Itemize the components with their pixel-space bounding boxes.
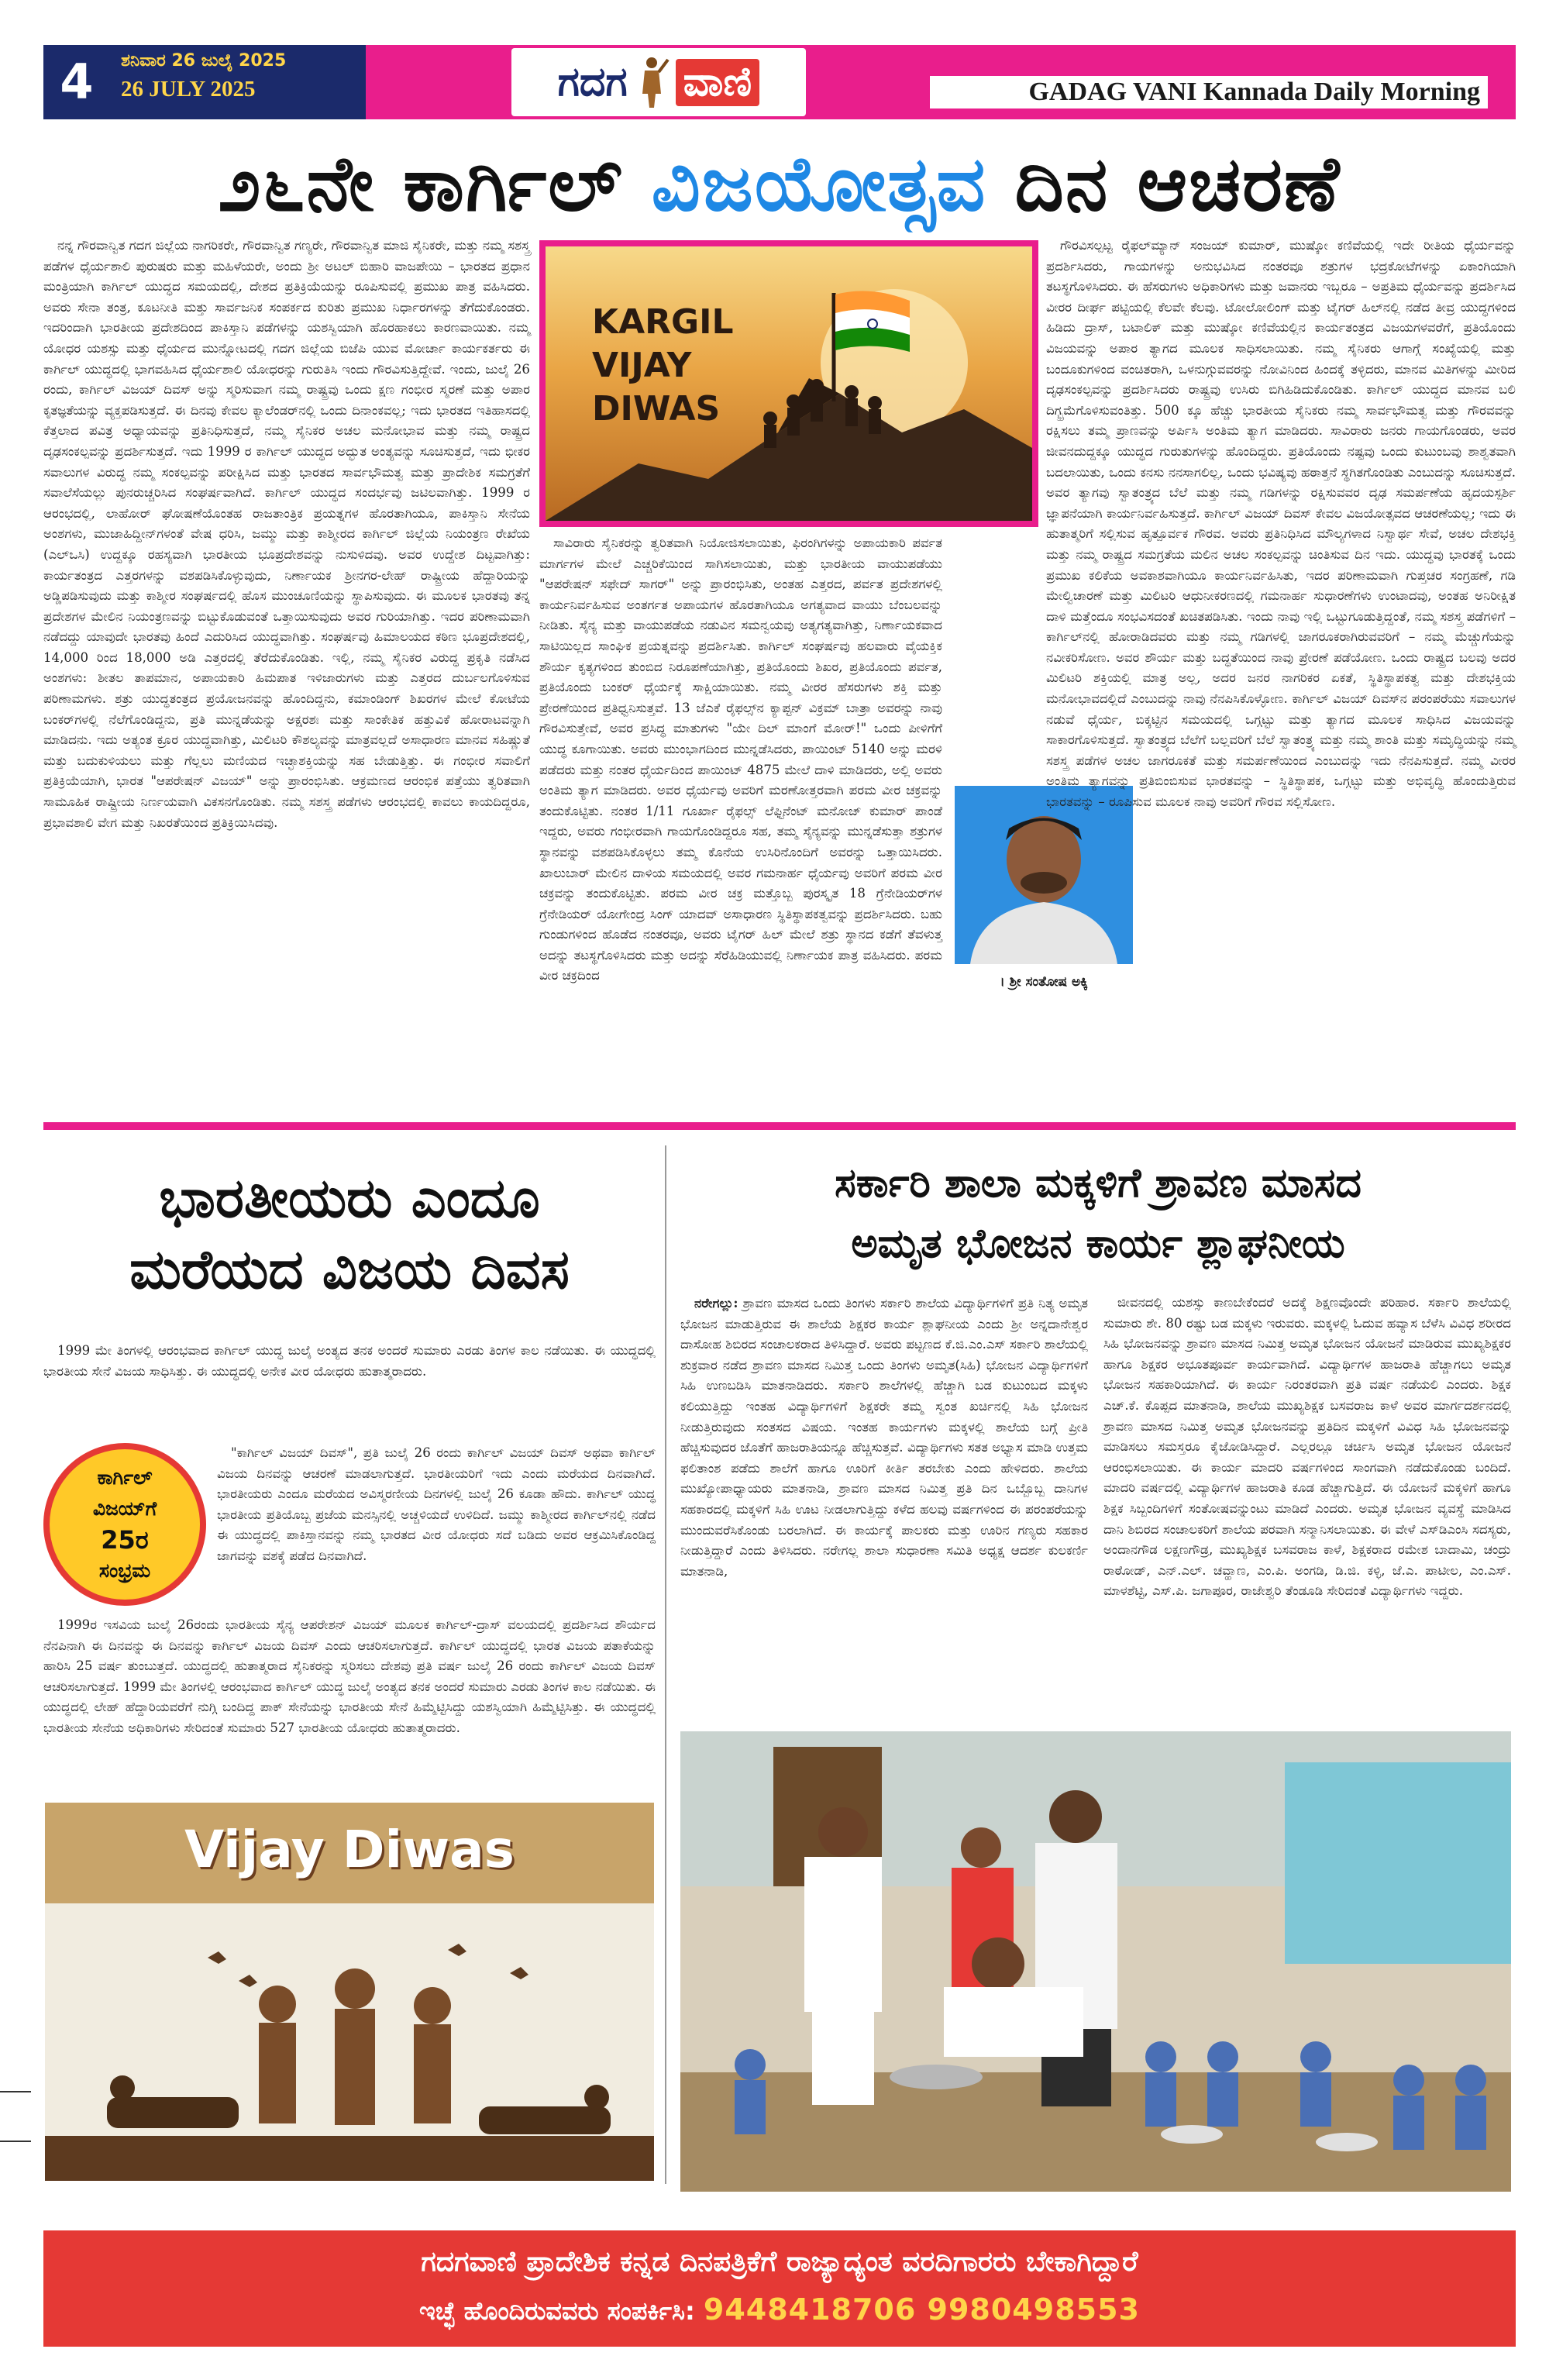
main-story-text-1: ನನ್ನ ಗೌರವಾನ್ವಿತ ಗದಗ ಜಿಲ್ಲೆಯ ನಾಗರಿಕರೇ, ಗೌರವಾನ್ವಿತ ಗಣ್ಯರೇ, ಗೌರವಾನ್ವಿತ ಮಾಜಿ ಸೈನಿಕರೇ, ಮತ್ತು ನಮ್ಮ ಸಶಸ್ತ್ರ ಪಡೆಗಳ ಧೈರ್ಯಶಾಲಿ ಪುರುಷರು ಮತ್ತು ಮಹಿಳೆಯರೇ, ಅಂದು ಶ್ರೀ ಅಟಲ್ ಬಿಹಾರಿ ವಾಜಪೇಯಿ – ಭಾರತದ ಪ್ರಧಾನ ಮಂತ್ರಿಯಾಗಿ ಕಾರ್ಗಿಲ್ ಯುದ್ಧದ ಸಮಯದಲ್ಲಿ, ದೇಶದ ಪ್ರತಿಕ್ರಿಯೆಯನ್ನು ರೂಪಿಸುವಲ್ಲಿ ಪ್ರಮುಖ ಪಾತ್ರ ವಹಿಸಿದರು. ಅವರು ಸೇನಾ ತಂತ್ರ, ಕೂಟನೀತಿ ಮತ್ತು ಸಾರ್ವಜನಿಕ ಸಂಪರ್ಕದ ಕುರಿತು ಪ್ರಮುಖ ನಿರ್ಧಾರಗಳನ್ನು ತೆಗೆದುಕೊಂಡರು. ಇದರಿಂದಾಗಿ ಭಾರತೀಯ ಪ್ರದೇಶದಿಂದ ಪಾಕಿಸ್ತಾನಿ ಪಡೆಗಳನ್ನು ಯಶಸ್ವಿಯಾಗಿ ಹೊರಹಾಕಲು ಕಾರಣವಾಯಿತು. ನಮ್ಮ ಯೋಧರ ಯಶಸ್ಸು ಮತ್ತು ಧೈರ್ಯದ ಮುನ್ನೋಟದಲ್ಲಿ ಗದಗ ಜಿಲ್ಲೆಯ ಬಿಜೆಪಿ ಯುವ ಮೋರ್ಚಾ ಕಾರ್ಯಕರ್ತರು ಈ ಕಾರ್ಗಿಲ್ ಯುದ್ಧದಲ್ಲಿ ಭಾಗವಹಿಸಿದ ಧೈರ್ಯಶಾಲಿ ಯೋಧರನ್ನು ಗುರುತಿಸಿ ಇಂದು ಗೌರವಿಸುತ್ತಿದ್ದೇವೆ. ಇಂದು, ಜುಲೈ 26 ರಂದು, ಕಾರ್ಗಿಲ್ ವಿಜಯ್ ದಿವಸ್ ಅನ್ನು ಸ್ಮರಿಸುವಾಗ ನಮ್ಮ ರಾಷ್ಟ್ರವು ಒಂದು ಕ್ಷಣ ಗಂಭೀರ ಸ್ಮರಣೆ ಮತ್ತು ಅಪಾರ ಕೃತಜ್ಞತೆಯನ್ನು ವ್ಯಕ್ತಪಡಿಸುತ್ತದೆ. ಈ ದಿನವು ಕೇವಲ ಕ್ಯಾಲೆಂಡರ್‌ನಲ್ಲಿ ಒಂದು ದಿನಾಂಕವಲ್ಲ; ಇದು ಭಾರತದ ಇತಿಹಾಸದಲ್ಲಿ ಕೆತ್ತಲಾದ ಪವಿತ್ರ ಅಧ್ಯಾಯವನ್ನು ಪ್ರತಿನಿಧಿಸುತ್ತದೆ, ನಮ್ಮ ಸೈನಿಕರ ಅಚಲ ಮನೋಭಾವ ಮತ್ತು ನಮ್ಮ ರಾಷ್ಟ್ರದ ದೃಢಸಂಕಲ್ಪವನ್ನು ಪ್ರದರ್ಶಿಸುತ್ತದೆ. ಇದು 1999 ರ ಕಾರ್ಗಿಲ್ ಯುದ್ಧದ ಅದ್ಭುತ ಅಂತ್ಯವನ್ನು ಸೂಚಿಸುತ್ತದೆ, ಇದು ಭೀಕರ ಸವಾಲುಗಳ ವಿರುದ್ಧ ನಮ್ಮ ಸಂಕಲ್ಪವನ್ನು ಪರೀಕ್ಷಿಸಿದ ಮತ್ತು ಭಾರತದ ಸಾರ್ವಭೌಮತ್ವ ಮತ್ತು ಪ್ರಾದೇಶಿಕ ಸಮಗ್ರತೆಗೆ ಸವಾಲೆಸೆಯಲ್ಲು ಪುನರುಚ್ಚರಿಸಿದ ಸಂಘರ್ಷವಾಗಿದೆ. ಕಾರ್ಗಿಲ್ ಯುದ್ಧದ ಸಂದರ್ಭವು ಜಟಿಲವಾಗಿತ್ತು. 1999 ರ ಆರಂಭದಲ್ಲಿ, ಲಾಹೋರ್ ಘೋಷಣೆಯೊಂತಹ ರಾಜತಾಂತ್ರಿಕ ಪ್ರಯತ್ನಗಳ ಹೊರತಾಗಿಯೂ, ಪಾಕಿಸ್ತಾನಿ ಸೇನೆಯ ಅಂಶಗಳು, ಮುಜಾಹಿದ್ದೀನ್‌ಗಳಂತೆ ವೇಷ ಧರಿಸಿ, ಜಮ್ಮು ಮತ್ತು ಕಾಶ್ಮೀರದ ಕಾರ್ಗಿಲ್ ಜಿಲ್ಲೆಯ ನಿಯಂತ್ರಣ ರೇಖೆಯ (ಎಲ್‌ಒಸಿ) ಉದ್ದಕ್ಕೂ ರಹಸ್ಯವಾಗಿ ಭಾರತೀಯ ಭೂಪ್ರದೇಶವನ್ನು ನುಸುಳಿದವು. ಅವರ ಉದ್ದೇಶ ದಿಟ್ಟವಾಗಿತ್ತು: ಕಾರ್ಯತಂತ್ರದ ಎತ್ತರಗಳನ್ನು ವಶಪಡಿಸಿಕೊಳ್ಳುವುದು, ನಿರ್ಣಾಯಕ ಶ್ರೀನಗರ-ಲೇಹ್ ರಾಷ್ಟ್ರೀಯ ಹೆದ್ದಾರಿಯನ್ನು ಅಡ್ಡಿಪಡಿಸುವುದು ಮತ್ತು ಕಾಶ್ಮೀರ ಸಂಘರ್ಷದಲ್ಲಿ ಹೊಸ ಮುಂಚೂಣಿಯನ್ನು ಸ್ಥಾಪಿಸುವುದು. ಈ ಮೂಲಕ ಭಾರತವು ತನ್ನ ಪ್ರದೇಶಗಳ ಮೇಲಿನ ನಿಯಂತ್ರಣವನ್ನು ಬಿಟ್ಟುಕೊಡುವಂತೆ ಒತ್ತಾಯಿಸುವುದು ಅವರ ಗುರಿಯಾಗಿತ್ತು. ಇದರ ಪರಿಣಾಮವಾಗಿ ನಡೆದದ್ದು ಯಾವುದೇ ಭಾರತವು ಹಿಂದೆ ಎದುರಿಸಿದ ಯುದ್ಧವಾಗಿತ್ತು. ಸಂಘರ್ಷವು ಹಿಮಾಲಯದ ಕಠಿಣ ಭೂಪ್ರದೇಶದಲ್ಲಿ, 14,000 ರಿಂದ 18,000 ಅಡಿ ಎತ್ತರದಲ್ಲಿ ತೆರೆದುಕೊಂಡಿತು. ಇಲ್ಲಿ, ನಮ್ಮ ಸೈನಿಕರ ವಿರುದ್ಧ ಪ್ರಕೃತಿ ನಡೆಸಿದ ಅಂಶಗಳು: ಶೀತಲ ತಾಪಮಾನ, ಅಪಾಯಕಾರಿ ಹಿಮಪಾತ ಇಳಿಜಾರುಗಳು ಮತ್ತು ಎತ್ತರದ ದುರ್ಬಲಗೊಳಿಸುವ ಪರಿಣಾಮಗಳು. ಶತ್ರು ಯುದ್ಧತಂತ್ರದ ಪ್ರಯೋಜನವನ್ನು ಹೊಂದಿದ್ದನು, ಕಮಾಂಡಿಂಗ್ ಶಿಖರಗಳ ಮೇಲೆ ಕೋಟೆಯ ಬಂಕರ್‌ಗಳಲ್ಲಿ ನೆಲೆಗೊಂಡಿದ್ದನು, ಪ್ರತಿ ಮುನ್ನಡೆಯನ್ನು ಅಕ್ಷರಶಃ ಮತ್ತು ಸಾಂಕೇತಿಕ ಹತ್ತುವಿಕೆ ಹೋರಾಟವನ್ನಾಗಿ ಮಾಡಿದನು. ಇದು ಅತ್ಯಂತ ಕ್ರೂರ ಯುದ್ಧವಾಗಿತ್ತು, ಮಿಲಿಟರಿ ಕೌಶಲ್ಯವನ್ನು ಮಾತ್ರವಲ್ಲದೆ ಅಸಾಧಾರಣ ಮಾನವ ಸಹಿಷ್ಣುತೆ ಮತ್ತು ಬದುಕುಳಿಯಲು ಮತ್ತು ಗೆಲ್ಲಲು ಮಣಿಯದ ಇಚ್ಛಾಶಕ್ತಿಯನ್ನು ಸಹ ಬೇಡುತ್ತಿತ್ತು. ಈ ಗಂಭೀರ ಸವಾಲಿಗೆ ಪ್ರತಿಕ್ರಿಯೆಯಾಗಿ, ಭಾರತ "ಆಪರೇಷನ್ ವಿಜಯ್" ಅನ್ನು ಪ್ರಾರಂಭಿಸಿತು. ಆಕ್ರಮಣದ ಆರಂಭಿಕ ಪತ್ತೆಯು ತ್ವರಿತವಾಗಿ ಸಾಮೂಹಿಕ ರಾಷ್ಟ್ರೀಯ ನಿರ್ಣಯವಾಗಿ ವಿಕಸನಗೊಂಡಿತು. ನಮ್ಮ ಸಶಸ್ತ್ರ ಪಡೆಗಳು ಆರಂಭದಲ್ಲಿ ಕಾವಲು ಕಾಯದಿದ್ದರೂ, ಪ್ರಭಾವಶಾಲಿ ವೇಗ ಮತ್ತು ನಿಖರತೆಯಿಂದ ಪ್ರತಿಕ್ರಿಯಿಸಿದವು.	[43, 238, 530, 830]
footer-phone-1[interactable]: 9448418706	[703, 2292, 917, 2327]
kargil-vijay-diwas-image	[539, 240, 1038, 527]
kargil-image-title: KARGIL VIJAY DIWAS	[592, 302, 734, 429]
main-headline	[43, 138, 1516, 231]
crop-mark	[0, 2091, 31, 2092]
page-number: 4	[43, 45, 110, 119]
date-english: 26 JULY 2025	[121, 77, 256, 102]
vijay-story-intro: 1999 ಮೇ ತಿಂಗಳಲ್ಲಿ ಆರಂಭವಾದ ಕಾರ್ಗಿಲ್ ಯುದ್ಧ ಜುಲೈ ಅಂತ್ಯದ ತನಕ ಅಂದರೆ ಸುಮಾರು ಎರಡು ತಿಂಗಳ ಕಾಲ ನಡೆಯಿತು. ಈ ಯುದ್ಧದಲ್ಲಿ ಭಾರತೀಯ ಸೇನೆ ವಿಜಯ ಸಾಧಿಸಿತ್ತು. ಈ ಯುದ್ಧದಲ್ಲಿ ಅನೇಕ ವೀರ ಯೋಧರು ಹುತಾತ್ಮರಾದರು.	[43, 1343, 656, 1379]
footer-banner	[43, 2230, 1516, 2347]
column-rule	[665, 1145, 666, 2184]
school-story-column-2: ಜೀವನದಲ್ಲಿ ಯಶಸ್ಸು ಕಾಣಬೇಕೆಂದರೆ ಅದಕ್ಕೆ ಶಿಕ್ಷಣವೊಂದೇ ಪರಿಹಾರ. ಸರ್ಕಾರಿ ಶಾಲೆಯಲ್ಲಿ ಸುಮಾರು ಶೇ. 80 ರಷ್ಟು ಬಡ ಮಕ್ಕಳು ಇರುವರು. ಮಕ್ಕಳಲ್ಲಿ ಓದುವ ಹವ್ಯಾಸ ಬೆಳೆಸಿ ವಿವಿಧ ಶರೀರದ ಸಿಹಿ ಭೋಜನವನ್ನು ಶ್ರಾವಣ ಮಾಸದ ನಿಮಿತ್ತ ಅಮೃತ ಭೋಜನ ಯೋಜನೆ ಮಾಡಿರುವ ಮುಖ್ಯಶಿಕ್ಷಕರ ಹಾಗೂ ಶಿಕ್ಷಕರ ಅಭೂತಪೂರ್ವ ಕಾರ್ಯವಾಗಿದೆ. ವಿದ್ಯಾರ್ಥಿಗಳ ಹಾಜರಾತಿ ಹೆಚ್ಚಾಗಲು ಅಮೃತ ಭೋಜನ ಸಹಕಾರಿಯಾಗಿದೆ. ಈ ಕಾರ್ಯ ನಿರಂತರವಾಗಿ ಪ್ರತಿ ವರ್ಷ ನಡೆಯಲಿ ಎಂದರು. ಶಿಕ್ಷಕ ಎಚ್.ಕೆ. ಕೊಪ್ಪದ ಮಾತನಾಡಿ, ಶಾಲೆಯ ಮುಖ್ಯಶಿಕ್ಷಕ ಬಸವರಾಜ ಕಾಳೆ ಅವರ ಮಾರ್ಗದರ್ಶನದಲ್ಲಿ ಶ್ರಾವಣ ಮಾಸದ ನಿಮಿತ್ತ ಅಮೃತ ಭೋಜನವನ್ನು ಪ್ರತಿದಿನ ಮಕ್ಕಳಿಗೆ ವಿವಿಧ ಸಿಹಿ ಭೋಜನವನ್ನು ಮಾಡಿಸಲು ಸಮಸ್ತರೂ ಕೈಜೋಡಿಸಿದ್ದಾರೆ. ಎಲ್ಲರಲ್ಲೂ ಚರ್ಚಿಸಿ ಅಮೃತ ಭೋಜನ ಯೋಜನೆ ಆರಂಭಿಸಲಾಯಿತು. ಈ ಕಾರ್ಯ ಮಾದರಿ ವರ್ಷಗಳಿಂದ ಸಾಂಗವಾಗಿ ನಡೆದುಕೊಂಡು ಬಂದಿದೆ. ಮಾದರಿ ವರ್ಷದಲ್ಲಿ ವಿದ್ಯಾರ್ಥಿಗಳ ಹಾಜರಾತಿ ಕೂಡ ಹೆಚ್ಚಾಗುತ್ತಿದೆ. ಈ ಯೋಜನೆ ಮಕ್ಕಳಿಗೆ ಹಾಗೂ ಶಿಕ್ಷಕ ಸಿಬ್ಬಂದಿಗಳಿಗೆ ಸಂತೋಷವನ್ನುಂಟು ಮಾಡಿದೆ ಎಂದರು. ಅಮೃತ ಭೋಜನ ವ್ಯವಸ್ಥೆ ಮಾಡಿಸಿದ ದಾನಿ ಶಿಬಿರದ ಸಂಚಾಲಕರಿಗೆ ಶಾಲೆಯ ಪರವಾಗಿ ಸನ್ಮಾನಿಸಲಾಯಿತು. ಈ ವೇಳೆ ಎಸ್‌ಡಿಎಂಸಿ ಸದಸ್ಯರು, ಅಂದಾನಗೌಡ ಲಕ್ಷಣಗೌಡ್ರ, ಮುಖ್ಯಶಿಕ್ಷಕ ಬಸವರಾಜ ಕಾಳೆ, ಶಿಕ್ಷಕರಾದ ರಮೇಶ ಬಾದಾಮಿ, ಚಂದ್ರು ರಾಠೋಡ್, ಎನ್.ಎಲ್. ಚವ್ಹಾಣ, ಎಂ.ಪಿ. ಅಂಗಡಿ, ಡಿ.ಜಿ. ಕಳ್ಳಿ, ಜೆ.ಎ. ಪಾಟೀಲ, ಎಂ.ಎಸ್. ಮಾಳಶೆಟ್ಟಿ, ಎಸ್.ಪಿ. ಜಗಾಪೂರ, ರಾಜೇಶ್ವರಿ ತೆಂಡೂಡಿ ಸೇರಿದಂತೆ ವಿದ್ಯಾರ್ಥಿಗಳು ಇದ್ದರು.	[1103, 1295, 1511, 1599]
main-story-text-3: ಗೌರವಿಸಲ್ಪಟ್ಟ ರೈಫಲ್‌ಮ್ಯಾನ್ ಸಂಜಯ್ ಕುಮಾರ್, ಮುಷ್ಕೋ ಕಣಿವೆಯಲ್ಲಿ ಇದೇ ರೀತಿಯ ಧೈರ್ಯವನ್ನು ಪ್ರದರ್ಶಿಸಿದರು, ಗಾಯಗಳನ್ನು ಅನುಭವಿಸಿದ ನಂತರವೂ ಶತ್ರುಗಳ ಭದ್ರಕೋಟೆಗಳನ್ನು ಏಕಾಂಗಿಯಾಗಿ ತಟಸ್ಥಗೊಳಿಸಿದರು. ಈ ಹೆಸರುಗಳು ಅಧಿಕಾರಿಗಳು ಮತ್ತು ಜವಾನರು ಇಬ್ಬರೂ – ಅಪ್ರತಿಮ ಧೈರ್ಯವನ್ನು ಪ್ರದರ್ಶಿಸಿದ ವೀರರ ದೀರ್ಘ ಪಟ್ಟಿಯಲ್ಲಿ ಕೆಲವೇ ಕೆಲವು. ಟೋಲೋಲಿಂಗ್ ಮತ್ತು ಟೈಗರ್ ಹಿಲ್‌ನಲ್ಲಿ ನಡೆದ ತೀವ್ರ ಯುದ್ಧಗಳಿಂದ ಹಿಡಿದು ದ್ರಾಸ್, ಬಟಾಲಿಕ್ ಮತ್ತು ಮುಷ್ಕೋ ಕಣಿವೆಯಲ್ಲಿನ ಕಾರ್ಯತಂತ್ರದ ವಿಜಯಗಳವರೆಗೆ, ಪ್ರತಿಯೊಂದು ವಿಜಯವನ್ನು ಅಪಾರ ತ್ಯಾಗದ ಮೂಲಕ ಸಾಧಿಸಲಾಯಿತು. ನಮ್ಮ ಸೈನಿಕರು ಆಗಾಗ್ಗೆ ಸಂಖ್ಯೆಯಲ್ಲಿ ಮತ್ತು ಬಂದೂಕುಗಳಿಂದ ವಂಚಿತರಾಗಿ, ಒಳನುಗ್ಗುವವರನ್ನು ನೋವಿನಿಂದ ಹಿಂದಕ್ಕೆ ತಳ್ಳಿದರು, ಮಾನವ ಮಿತಿಗಳನ್ನು ಮೀರಿದ ದೃಢಸಂಕಲ್ಪವನ್ನು ಪ್ರದರ್ಶಿಸಿದರು ರಾಷ್ಟ್ರವು ಉಸಿರು ಬಿಗಿಹಿಡಿದುಕೊಂಡಿತು. ಕಾರ್ಗಿಲ್ ಯುದ್ಧದ ಮಾನವ ಬಲಿ ದಿಗ್ಭ್ರಮೆಗೊಳಿಸುವಂತಿತ್ತು. 500 ಕ್ಕೂ ಹೆಚ್ಚು ಭಾರತೀಯ ಸೈನಿಕರು ನಮ್ಮ ಸಾರ್ವಭೌಮತ್ವ ಮತ್ತು ಗೌರವವನ್ನು ರಕ್ಷಿಸಲು ತಮ್ಮ ಪ್ರಾಣವನ್ನು ಅರ್ಪಿಸಿ ಅಂತಿಮ ತ್ಯಾಗ ಮಾಡಿದರು. ಸಾವಿರಾರು ಜನರು ಗಾಯಗೊಂಡರು, ಅವರ ಜೀವನದುದ್ದಕ್ಕೂ ಯುದ್ಧದ ಗುರುತುಗಳನ್ನು ಹೊಂದಿದ್ದರು. ಪ್ರತಿಯೊಂದು ನಷ್ಟವು ಒಂದು ಕುಟುಂಬವು ಶಾಶ್ವತವಾಗಿ ಬದಲಾಯಿತು, ಒಂದು ಕನಸು ನನಸಾಗಲಿಲ್ಲ, ಒಂದು ಭವಿಷ್ಯವು ಹಠಾತ್ತನೆ ಸ್ಥಗಿತಗೊಂಡಿತು ಎಂಬುದನ್ನು ಸೂಚಿಸುತ್ತದೆ. ಅವರ ತ್ಯಾಗವು ಸ್ವಾತಂತ್ರ್ಯದ ಬೆಲೆ ಮತ್ತು ನಮ್ಮ ಗಡಿಗಳನ್ನು ರಕ್ಷಿಸುವವರ ದೃಢ ಸಮರ್ಪಣೆಯ ಹೃದಯಸ್ಪರ್ಶಿ ಜ್ಞಾಪನೆಯಾಗಿ ಕಾರ್ಯನಿರ್ವಹಿಸುತ್ತದೆ. ಕಾರ್ಗಿಲ್ ವಿಜಯ್ ದಿವಸ್ ಕೇವಲ ವಿಜಯೋತ್ಸವದ ಆಚರಣೆಯಲ್ಲ; ಇದು ಈ ಹುತಾತ್ಮರಿಗೆ ಸಲ್ಲಿಸುವ ಹೃತ್ಪೂರ್ವಕ ಗೌರವ. ಅವರು ಪ್ರತಿನಿಧಿಸಿದ ಮೌಲ್ಯಗಳಾದ ನಿಸ್ವಾರ್ಥ ಸೇವೆ, ಅಚಲ ದೇಶಭಕ್ತಿ ಮತ್ತು ನಮ್ಮ ರಾಷ್ಟ್ರದ ಸಮಗ್ರತೆಯ ಮಲಿನ ಅಚಲ ಸಂಕಲ್ಪವನ್ನು ಚಿಂತಿಸುವ ದಿನ ಇದು. ಯುದ್ಧವು ಭಾರತಕ್ಕೆ ಒಂದು ಪ್ರಮುಖ ಕಲಿಕೆಯ ಅವಕಾಶವಾಗಿಯೂ ಕಾರ್ಯನಿರ್ವಹಿಸಿತು, ಇದರ ಪರಿಣಾಮವಾಗಿ ಗುಪ್ತಚರ ಸಂಗ್ರಹಣೆ, ಗಡಿ ಮೇಲ್ವಿಚಾರಣೆ ಮತ್ತು ಮಿಲಿಟರಿ ಆಧುನೀಕರಣದಲ್ಲಿ ಗಮನಾರ್ಹ ಸುಧಾರಣೆಗಳು ಉಂಟಾದವು, ಅಂತಹ ಅನಿರೀಕ್ಷಿತ ದಾಳಿ ಮತ್ತೆಂದೂ ಸಂಭವಿಸದಂತೆ ಖಚಿತಪಡಿಸಿತು. ಇಂದು ನಾವು ಇಲ್ಲಿ ಒಟ್ಟುಗೂಡುತ್ತಿದ್ದಂತೆ, ನಮ್ಮ ಸಶಸ್ತ್ರ ಪಡೆಗಳಿಗೆ – ಕಾರ್ಗಿಲ್‌ನಲ್ಲಿ ಹೋರಾಡಿದವರು ಮತ್ತು ನಮ್ಮ ಗಡಿಗಳಲ್ಲಿ ಜಾಗರೂಕರಾಗಿರುವವರಿಗೆ – ನಮ್ಮ ಮೆಚ್ಚುಗೆಯನ್ನು ನವೀಕರಿಸೋಣ. ಅವರ ಶೌರ್ಯ ಮತ್ತು ಬದ್ಧತೆಯಿಂದ ನಾವು ಪ್ರೇರಣೆ ಪಡೆಯೋಣ. ಒಂದು ರಾಷ್ಟ್ರದ ಬಲವು ಅದರ ಮಿಲಿಟರಿ ಶಕ್ತಿಯಲ್ಲಿ ಮಾತ್ರ ಅಲ್ಲ, ಅದರ ಜನರ ನಾಗರಿಕರ ಏಕತೆ, ಸ್ಥಿತಿಸ್ಥಾಪಕತ್ವ ಮತ್ತು ದೇಶಭಕ್ತಿಯ ಮನೋಭಾವದಲ್ಲಿದೆ ಎಂಬುದನ್ನು ನಾವು ನೆನಪಿಸಿಕೊಳ್ಳೋಣ. ಕಾರ್ಗಿಲ್ ವಿಜಯ್ ದಿವಸ್‌ನ ಪರಂಪರೆಯು ಸವಾಲುಗಳ ನಡುವೆ ಧೈರ್ಯ, ಬಿಕ್ಕಟ್ಟಿನ ಸಮಯದಲ್ಲಿ ಒಗ್ಗಟ್ಟು ಮತ್ತು ತ್ಯಾಗದ ಮೂಲಕ ಸಾಧಿಸಿದ ವಿಜಯವನ್ನು ಸಾಕಾರಗೊಳಿಸುತ್ತದೆ. ಸ್ವಾತಂತ್ರ್ಯದ ಬೆಲೆಗೆ ಬಲ್ಲವರಿಗೆ ಬೆಲೆ ಸ್ವಾತಂತ್ರ್ಯ ಮತ್ತು ನಮ್ಮ ಶಾಂತಿ ಮತ್ತು ಸಮೃದ್ಧಿಯನ್ನು ನಮ್ಮ ಸಶಸ್ತ್ರ ಪಡೆಗಳ ಅಚಲ ಜಾಗರೂಕತೆ ಮತ್ತು ಸಮರ್ಪಣೆಯಿಂದ ಎಂಬುದನ್ನು ಇದು ನೆನಪಿಸುತ್ತದೆ. ನಮ್ಮ ವೀರರ ಅಂತಿಮ ತ್ಯಾಗವನ್ನು ಪ್ರತಿಬಿಂಬಿಸುವ ಭಾರತವನ್ನು – ಸ್ಥಿತಿಸ್ಥಾಪಕ, ಒಗ್ಗಟ್ಟು ಮತ್ತು ಅಭಿವೃದ್ಧಿ ಹೊಂದುತ್ತಿರುವ ಭಾರತವನ್ನು – ರೂಪಿಸುವ ಮೂಲಕ ನಾವು ಅವರಿಗೆ ಗೌರವ ಸಲ್ಲಿಸೋಣ.	[1046, 238, 1516, 810]
vijay-story-wrap: "ಕಾರ್ಗಿಲ್ ವಿಜಯ್ ದಿವಸ್", ಪ್ರತಿ ಜುಲೈ 26 ರಂದು ಕಾರ್ಗಿಲ್ ವಿಜಯ್ ದಿವಸ್ ಅಥವಾ ಕಾರ್ಗಿಲ್ ವಿಜಯ ದಿನವನ್ನು ಆಚರಣೆ ಮಾಡಲಾಗುತ್ತದೆ. ಭಾರತೀಯರಿಗೆ ಇದು ಎಂದು ಮರೆಯದ ದಿನವಾಗಿದೆ. ಭಾರತೀಯರು ಎಂದೂ ಮರೆಯದ ಅವಿಸ್ಮರಣೀಯ ದಿನಗಳಲ್ಲಿ ಜುಲೈ 26 ಕೂಡಾ ಹೌದು. ಕಾರ್ಗಿಲ್ ಯುದ್ಧ ಭಾರತೀಯ ಪ್ರತಿಯೊಬ್ಬ ಪ್ರಜೆಯ ಮನಸ್ಸಿನಲ್ಲಿ ಅಚ್ಚಳಿಯದೆ ಉಳಿದಿದೆ. ಜಮ್ಮು ಕಾಶ್ಮೀರದ ಕಾರ್ಗಿಲ್‌ನಲ್ಲಿ ನಡೆದ ಈ ಯುದ್ಧದಲ್ಲಿ ಪಾಕಿಸ್ತಾನವನ್ನು ನಮ್ಮ ಭಾರತದ ವೀರ ಯೋಧರು ಸದೆ ಬಡಿದು ಅವರ ಆಕ್ರಮಿಸಿಕೊಂಡಿದ್ದ ಜಾಗವನ್ನು ವಶಕ್ಕೆ ಪಡೆದ ದಿನವಾಗಿದೆ.	[217, 1445, 656, 1563]
footer-phone-2[interactable]: 9980498553	[927, 2292, 1140, 2327]
date-box	[110, 45, 366, 119]
school-meal-photo	[680, 1731, 1511, 2192]
footer-recruitment-line: ಗದಗವಾಣಿ ಪ್ರಾದೇಶಿಕ ಕನ್ನಡ ದಿನಪತ್ರಿಕೆಗೆ ರಾಜ್ಯಾದ್ಯಂತ ವರದಿಗಾರರು ಬೇಕಾಗಿದ್ದಾರೆ	[421, 2246, 1138, 2278]
date-kannada: ಶನಿವಾರ 26 ಜುಲೈ 2025	[121, 51, 287, 71]
kargil-25-years-badge: ಕಾರ್ಗಿಲ್ ವಿಜಯ್‌ಗೆ 25ರ ಸಂಭ್ರಮ	[43, 1443, 206, 1606]
main-story-column-2	[539, 533, 942, 1116]
logo-text-gadag: ಗದಗ	[557, 58, 628, 105]
school-meal-headline: ಸರ್ಕಾರಿ ಶಾಲಾ ಮಕ್ಕಳಿಗೆ ಶ್ರಾವಣ ಮಾಸದ ಅಮೃತ ಭೋಜನ ಕಾರ್ಯ ಶ್ಲಾಘನೀಯ	[835, 1160, 1362, 1267]
logo-text-vani: ವಾಣಿ	[676, 59, 760, 106]
headline-prefix: ೨೬ನೇ ಕಾರ್ಗಿಲ್	[218, 140, 652, 229]
vijay-diwas-poster	[45, 1803, 654, 2181]
main-story-column-3a	[1046, 236, 1516, 810]
poster-title: Vijay Diwas	[184, 1820, 515, 1879]
vijay-diwas-headline: ಭಾರತೀಯರು ಎಂದೂ ಮರೆಯದ ವಿಜಯ ದಿವಸ	[129, 1166, 570, 1301]
headline-suffix: ದಿನ ಆಚರಣೆ	[986, 140, 1341, 229]
crop-mark	[0, 2141, 31, 2142]
author-photo-caption: । ಶ್ರೀ ಸಂತೋಷ ಅಕ್ಕಿ	[1000, 974, 1088, 990]
vijay-story-body: 1999ರ ಇಸವಿಯ ಜುಲೈ 26ರಂದು ಭಾರತೀಯ ಸೈನ್ಯ ಆಪರೇಶನ್ ವಿಜಯ್ ಮೂಲಕ ಕಾರ್ಗಿಲ್-ದ್ರಾಸ್ ವಲಯದಲ್ಲಿ ಪ್ರದರ್ಶಿಸಿದ ಶೌರ್ಯದ ನೆನಪಿನಾಗಿ ಈ ದಿನವನ್ನು ಈ ದಿನವನ್ನು ಕಾರ್ಗಿಲ್ ವಿಜಯ ದಿವಸ್ ಎಂದು ಆಚರಿಸಲಾಗುತ್ತದೆ. ಕಾರ್ಗಿಲ್ ಯುದ್ಧದಲ್ಲಿ ಭಾರತ ವಿಜಯ ಪತಾಕೆಯನ್ನು ಹಾರಿಸಿ 25 ವರ್ಷ ತುಂಬುತ್ತದೆ. ಯುದ್ಧದಲ್ಲಿ ಹುತಾತ್ಮರಾದ ಸೈನಿಕರನ್ನು ಸ್ಮರಿಸಲು ದೇಶವು ಪ್ರತಿ ವರ್ಷ ಜುಲೈ 26 ರಂದು ಕಾರ್ಗಿಲ್ ವಿಜಯ ದಿವಸ್ ಆಚರಿಸಲಾಗುತ್ತದೆ. 1999 ಮೇ ತಿಂಗಳಲ್ಲಿ ಆರಂಭವಾದ ಕಾರ್ಗಿಲ್ ಯುದ್ಧ ಜುಲೈ ಅಂತ್ಯದ ತನಕ ಅಂದರೆ ಸುಮಾರು ಎರಡು ತಿಂಗಳ ಕಾಲ ನಡೆಯಿತು. ಈ ಯುದ್ಧದಲ್ಲಿ ಲೇಹ್ ಹೆದ್ದಾರಿಯವರೆಗೆ ನುಗ್ಗಿ ಬಂದಿದ್ದ ಪಾಕ್ ಸೇನೆಯನ್ನು ಭಾರತೀಯ ಸೇನೆ ಹಿಮ್ಮೆಟ್ಟಿಸಿದ್ದು ಯಶಸ್ವಿಯಾಗಿ ಹಿಮ್ಮೆಟ್ಟಿಸಿತ್ತು. ಈ ಯುದ್ಧದಲ್ಲಿ ಭಾರತೀಯ ಸೇನೆಯ ಅಧಿಕಾರಿಗಳು ಸೇರಿದಂತೆ ಸುಮಾರು 527 ಭಾರತೀಯ ಯೋಧರು ಹುತಾತ್ಮರಾದರು.	[43, 1617, 656, 1735]
footer-contact-line: ಇಚ್ಛೆ ಹೊಂದಿರುವವರು ಸಂಪರ್ಕಿಸಿ: 9448418706 9980498553	[419, 2292, 1140, 2327]
statue-figure-icon	[634, 55, 670, 109]
section-divider	[43, 1122, 1516, 1130]
headline-accent: ವಿಜಯೋತ್ಸವ	[651, 140, 987, 229]
school-story-column-1: ನರೇಗಲ್ಲು: ಶ್ರಾವಣ ಮಾಸದ ಒಂದು ತಿಂಗಳು ಸರ್ಕಾರಿ ಶಾಲೆಯ ವಿದ್ಯಾರ್ಥಿಗಳಿಗೆ ಪ್ರತಿ ನಿತ್ಯ ಅಮೃತ ಭೋಜನ ಮಾಡುತ್ತಿರುವ ಈ ಶಾಲೆಯ ಶಿಕ್ಷಕರ ಕಾರ್ಯ ಶ್ಲಾಘನೀಯ ಎಂದು ಶ್ರೀ ಅನ್ನದಾನೇಶ್ವರ ದಾಸೋಹ ಶಿಬಿರದ ಸಂಚಾಲಕರಾದ ತಿಳಿಸಿದ್ದಾರೆ. ಅವರು ಪಟ್ಟಣದ ಕೆ.ಜಿ.ಎಂ.ಎಸ್ ಸರ್ಕಾರಿ ಶಾಲೆಯಲ್ಲಿ ಶುಕ್ರವಾರ ನಡೆದ ಶ್ರಾವಣ ಮಾಸದ ನಿಮಿತ್ತ ಒಂದು ತಿಂಗಳು ಅಮೃತ(ಸಿಹಿ) ಭೋಜನ ವಿದ್ಯಾರ್ಥಿಗಳಿಗೆ ಸಿಹಿ ಉಣಬಡಿಸಿ ಮಾತನಾಡಿದರು. ಸರ್ಕಾರಿ ಶಾಲೆಗಳಲ್ಲಿ ಹೆಚ್ಚಾಗಿ ಬಡ ಕುಟುಂಬದ ಮಕ್ಕಳು ಕಲಿಯುತ್ತಿದ್ದು ಇಂತಹ ವಿದ್ಯಾರ್ಥಿಗಳಿಗೆ ಶಿಕ್ಷಕರೇ ತಮ್ಮ ಸ್ವಂತ ಖರ್ಚಿನಲ್ಲಿ ಸಿಹಿ ಭೋಜನ ನೀಡುತ್ತಿರುವುದು ಸಂತಸದ ವಿಷಯ. ಇಂತಹ ಕಾರ್ಯಗಳು ಮಕ್ಕಳಲ್ಲಿ ಶಾಲೆಯ ಬಗ್ಗೆ ಪ್ರೀತಿ ಹೆಚ್ಚಿಸುವುದರ ಜೊತೆಗೆ ಹಾಜರಾತಿಯನ್ನೂ ಹೆಚ್ಚಿಸುತ್ತವೆ. ವಿದ್ಯಾರ್ಥಿಗಳು ಸತತ ಅಭ್ಯಾಸ ಮಾಡಿ ಉತ್ತಮ ಫಲಿತಾಂಶ ಪಡೆದು ಶಾಲೆಗೆ ಹಾಗೂ ಊರಿಗೆ ಕೀರ್ತಿ ತರಬೇಕು ಎಂದು ಹೇಳಿದರು. ಶಾಲೆಯ ಮುಖ್ಯೋಪಾಧ್ಯಾಯರು ಮಾತನಾಡಿ, ಶ್ರಾವಣ ಮಾಸದ ನಿಮಿತ್ತ ಪ್ರತಿ ದಿನ ಒಬ್ಬೊಬ್ಬ ದಾನಿಗಳ ಸಹಕಾರದಲ್ಲಿ ಮಕ್ಕಳಿಗೆ ಸಿಹಿ ಊಟ ನೀಡಲಾಗುತ್ತಿದ್ದು ಕಳೆದ ಹಲವು ವರ್ಷಗಳಿಂದ ಈ ಪರಂಪರೆಯನ್ನು ಮುಂದುವರೆಸಿಕೊಂಡು ಬರಲಾಗಿದೆ. ಈ ಕಾರ್ಯಕ್ಕೆ ಪಾಲಕರು ಮತ್ತು ಊರಿನ ಗಣ್ಯರು ಸಹಕಾರ ನೀಡುತ್ತಿದ್ದಾರೆ ಎಂದು ತಿಳಿಸಿದರು. ನರೇಗಲ್ಲ ಶಾಲಾ ಸುಧಾರಣಾ ಸಮಿತಿ ಅಧ್ಯಕ್ಷ ಆದರ್ಶ ಕುಲಕರ್ಣಿ ಮಾತನಾಡಿ,	[680, 1295, 1088, 1579]
newspaper-logo	[511, 48, 806, 116]
main-story-text-2: ಸಾವಿರಾರು ಸೈನಿಕರನ್ನು ತ್ವರಿತವಾಗಿ ನಿಯೋಜಿಸಲಾಯಿತು, ಫಿರಂಗಿಗಳನ್ನು ಅಪಾಯಕಾರಿ ಪರ್ವತ ಮಾರ್ಗಗಳ ಮೇಲೆ ಎಚ್ಚರಿಕೆಯಿಂದ ಸಾಗಿಸಲಾಯಿತು, ಮತ್ತು ಭಾರತೀಯ ವಾಯುಪಡೆಯು "ಆಪರೇಷನ್ ಸಫೇದ್ ಸಾಗರ್" ಅನ್ನು ಪ್ರಾರಂಭಿಸಿತು, ಅಂತಹ ಎತ್ತರದ, ಪರ್ವತ ಪ್ರದೇಶಗಳಲ್ಲಿ ಕಾರ್ಯನಿರ್ವಹಿಸುವ ಅಂತರ್ಗತ ಅಪಾಯಗಳ ಹೊರತಾಗಿಯೂ ಅಗತ್ಯವಾದ ವಾಯು ಬೆಂಬಲವನ್ನು ನೀಡಿತು. ಸೈನ್ಯ ಮತ್ತು ವಾಯುಪಡೆಯ ನಡುವಿನ ಸಮನ್ವಯವು ಅತ್ಯಗತ್ಯವಾಗಿತ್ತು, ನಿರ್ಣಾಯಕವಾದ ಸಾಟಿಯಿಲ್ಲದ ಸಾಂಘಿಕ ಪ್ರಯತ್ನವನ್ನು ಪ್ರದರ್ಶಿಸಿತು. ಕಾರ್ಗಿಲ್ ಸಂಘರ್ಷವು ಹಲವಾರು ವೈಯಕ್ತಿಕ ಶೌರ್ಯ ಕೃತ್ಯಗಳಿಂದ ತುಂಬಿದ ನಿರೂಪಣೆಯಾಗಿತ್ತು, ಪ್ರತಿಯೊಂದು ಶಿಖರ, ಪ್ರತಿಯೊಂದು ಪರ್ವತ, ಪ್ರತಿಯೊಂದು ಬಂಕರ್ ಧೈರ್ಯಕ್ಕೆ ಸಾಕ್ಷಿಯಾಯಿತು. ನಮ್ಮ ವೀರರ ಹೆಸರುಗಳು ಶಕ್ತಿ ಮತ್ತು ಪ್ರೇರಣೆಯಿಂದ ಪ್ರತಿಧ್ವನಿಸುತ್ತವೆ. 13 ಜೆಎಕೆ ರೈಫಲ್ಸ್‌ನ ಕ್ಯಾಪ್ಟನ್ ವಿಕ್ರಮ್ ಬಾತ್ರಾ ಅವರನ್ನು ನಾವು ಗೌರವಿಸುತ್ತೇವೆ, ಅವರ ಪ್ರಸಿದ್ಧ ಮಾತುಗಳು "ಯೇ ದಿಲ್ ಮಾಂಗೆ ಮೋರ್!" ಒಂದು ಪೀಳಿಗೆಗೆ ಯುದ್ಧ ಕೂಗಾಯಿತು. ಅವರು ಮುಂಭಾಗದಿಂದ ಮುನ್ನಡೆಸಿದರು, ಪಾಯಿಂಟ್ 5140 ಅನ್ನು ಮರಳಿ ಪಡೆದರು ಮತ್ತು ನಂತರ ಧೈರ್ಯದಿಂದ ಪಾಯಿಂಟ್ 4875 ಮೇಲೆ ದಾಳಿ ಮಾಡಿದರು, ಅಲ್ಲಿ ಅವರು ಅಂತಿಮ ತ್ಯಾಗ ಮಾಡಿದರು. ಅವರ ಧೈರ್ಯವು ಅವರಿಗೆ ಮರಣೋತ್ತರವಾಗಿ ಪರಮ ವೀರ ಚಕ್ರವನ್ನು ತಂದುಕೊಟ್ಟಿತು. ನಂತರ 1/11 ಗೂರ್ಖಾ ರೈಫಲ್ಸ್ ಲೆಫ್ಟಿನೆಂಟ್ ಮನೋಜ್ ಕುಮಾರ್ ಪಾಂಡೆ ಇದ್ದರು, ಅವರು ಗಂಭೀರವಾಗಿ ಗಾಯಗೊಂಡಿದ್ದರೂ ಸಹ, ತಮ್ಮ ಸೈನ್ಯವನ್ನು ಮುನ್ನಡೆಸುತ್ತಾ ಶತ್ರುಗಳ ಸ್ಥಾನವನ್ನು ವಶಪಡಿಸಿಕೊಳ್ಳಲು ತಮ್ಮ ಕೊನೆಯ ಉಸಿರಿನೊಂದಿಗೆ ಅವರನ್ನು ಒತ್ತಾಯಿಸಿದರು. ಖಾಲುಬಾರ್ ಮೇಲಿನ ದಾಳಿಯ ಸಮಯದಲ್ಲಿ ಅವರ ಗಮನಾರ್ಹ ಧೈರ್ಯವು ಅವರಿಗೆ ಪರಮ ವೀರ ಚಕ್ರವನ್ನು ತಂದುಕೊಟ್ಟಿತು. ಪರಮ ವೀರ ಚಕ್ರ ಮತ್ತೊಬ್ಬ ಪುರಸ್ಕೃತ 18 ಗ್ರೆನೇಡಿಯರ್‌ಗಳ ಗ್ರೆನೇಡಿಯರ್ ಯೋಗೇಂದ್ರ ಸಿಂಗ್ ಯಾದವ್ ಅಸಾಧಾರಣ ಸ್ಥಿತಿಸ್ಥಾಪಕತ್ವವನ್ನು ಪ್ರದರ್ಶಿಸಿದರು. ಬಹು ಗುಂಡುಗಳಿಂದ ಹೊಡೆದ ನಂತರವೂ, ಅವರು ಟೈಗರ್ ಹಿಲ್ ಮೇಲೆ ಶತ್ರು ಸ್ಥಾನದ ಕಡೆಗೆ ತೆವಳುತ್ತ ಅದನ್ನು ತಟಸ್ಥಗೊಳಿಸಿದರು ಮತ್ತು ಅದನ್ನು ಸೆರೆಹಿಡಿಯುವಲ್ಲಿ ನಿರ್ಣಾಯಕ ಪಾತ್ರ ವಹಿಸಿದರು. ಪರಮ ವೀರ ಚಕ್ರದಿಂದ	[539, 536, 942, 983]
main-story-column-1	[43, 236, 530, 1116]
tagline: GADAG VANI Kannada Daily Morning	[930, 76, 1488, 108]
dateline: ನರೇಗಲ್ಲು:	[694, 1295, 738, 1311]
